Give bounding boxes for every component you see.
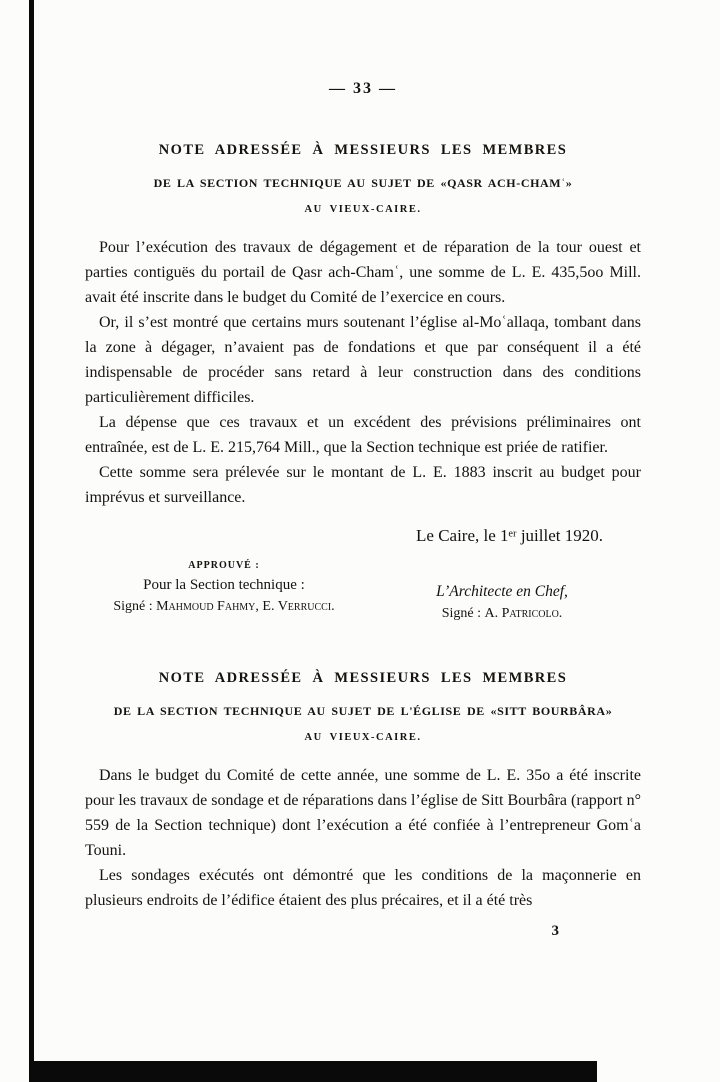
note1-heading: [85, 142, 641, 215]
architect-title: L’Architecte en Chef,: [436, 583, 568, 600]
note1-paragraph-2: Or, il s’est montré que certains murs soutenant l’église al-Moʿallaqa, tombant dans la zone à dégager, n’avaient pas de fondations et que par conséquent il a été indispensable de procéder sans retard à leur construction dans des conditions particulièrement difficiles.: [85, 314, 641, 406]
page-number-bottom: 3: [551, 923, 559, 939]
page-number-top: — 33 —: [329, 80, 397, 97]
note1-paragraph-3: La dépense que ces travaux et un excédent des prévisions préliminaires ont entraînée, est de L. E. 215,764 Mill., que la Section technique est priée de ratifier.: [85, 414, 641, 456]
signed-label-left: Signé :: [113, 599, 157, 614]
approval-block: [85, 560, 641, 622]
note1-heading-line3: AU VIEUX-CAIRE.: [304, 204, 422, 215]
note2-paragraph-1: Dans le budget du Comité de cette année, une somme de L. E. 35o a été inscrite pour les travaux de sondage et de réparations dans l’église de Sitt Bourbâra (rapport n° 559 de la Section technique) dont l’exécution a été confiée à l’entrepreneur Gomʿa Touni.: [85, 767, 641, 859]
note1-paragraph-1: Pour l’exécution des travaux de dégagement et de réparation de la tour ouest et parties contiguës du portail de Qasr ach-Chamʿ, une somme de L. E. 435,5oo Mill. avait été inscrite dans le budget du Comité de l’exercice en cours.: [85, 239, 641, 306]
approved-label: APPROUVÉ :: [188, 560, 260, 571]
dateline: Le Caire, le 1ᵉʳ juillet 1920.: [416, 526, 603, 545]
note2-paragraph-2: Les sondages exécutés ont démontré que les conditions de la maçonnerie en plusieurs endroits de l’édifice étaient des plus précaires, et il a été très: [85, 867, 641, 909]
note1-paragraph-4: Cette somme sera prélevée sur le montant de L. E. 1883 inscrit au budget pour imprévus et surveillance.: [85, 464, 641, 506]
note2-heading-line1: NOTE ADRESSÉE À MESSIEURS LES MEMBRES: [158, 670, 568, 686]
scan-edge-left: [29, 0, 34, 1082]
signed-names-left: Mahmoud Fahmy, E. Verrucci.: [156, 599, 335, 614]
note2-heading-line2: DE LA SECTION TECHNIQUE AU SUJET DE L'ÉGLISE DE «SITT BOURBÂRA»: [113, 704, 613, 718]
note1-heading-line2: DE LA SECTION TECHNIQUE AU SUJET DE «QASR ACH-CHAMʿ»: [153, 176, 573, 190]
signed-label-right: Signé :: [441, 606, 485, 621]
page-content: [85, 0, 641, 940]
technical-section-line: Pour la Section technique :: [143, 577, 305, 593]
signature-left: [85, 599, 363, 615]
signed-name-right: A. Patricolo.: [484, 606, 563, 621]
approval-left-column: [85, 560, 363, 622]
note2-heading-line3: AU VIEUX-CAIRE.: [304, 732, 422, 743]
note2-heading: [85, 670, 641, 743]
note1-heading-line1: NOTE ADRESSÉE À MESSIEURS LES MEMBRES: [158, 142, 568, 158]
signature-right: [363, 606, 641, 622]
approval-right-column: [363, 560, 641, 622]
scan-edge-bottom: [29, 1061, 597, 1082]
